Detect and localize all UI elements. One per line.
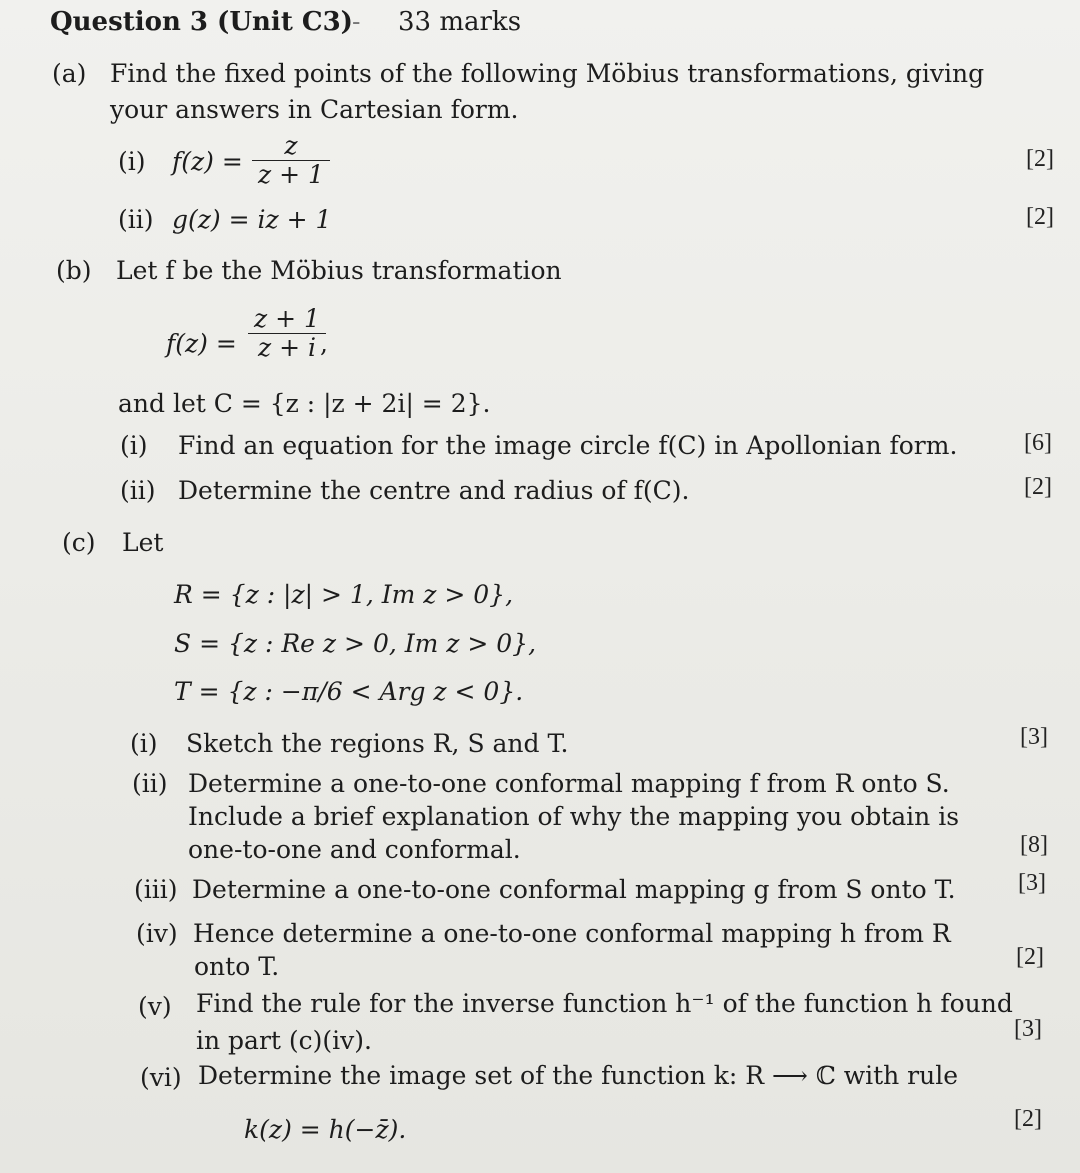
part-c-v-label: (v) [138,992,172,1021]
fraction [252,132,330,188]
part-c-vi-mark: [2] [1014,1106,1042,1132]
part-b-i-label: (i) [120,431,148,460]
part-a-ii-expr: g(z) = iz + 1 [172,205,332,234]
part-c-v-text-line1: Find the rule for the inverse function h⁻¹ of the function h found [196,989,1013,1018]
part-a-i-label: (i) [118,147,146,176]
fraction-numerator: z + 1 [248,305,326,334]
part-c-vi-expr: k(z) = h(−z̄). [244,1115,407,1144]
part-a-ii-label: (ii) [118,205,154,234]
region-R-definition: R = {z : |z| > 1, Im z > 0}, [174,580,514,609]
question-title: Question 3 (Unit C3) [50,7,353,37]
part-a-i-fraction [252,132,330,188]
part-c-iv-mark: [2] [1016,944,1044,970]
fraction [248,305,326,361]
part-a-text-line1: Find the fixed points of the following Möbius transformations, giving [110,59,985,88]
part-b-label: (b) [56,256,92,285]
part-a-i-mark: [2] [1026,146,1054,172]
fraction-numerator: z [252,132,330,161]
part-b-ii-text: Determine the centre and radius of f(C). [178,476,690,505]
part-c-iv-text-line1: Hence determine a one-to-one conformal mapping h from R [193,919,951,948]
part-b-fraction [248,305,326,361]
part-c-ii-text-line1: Determine a one-to-one conformal mapping f from R onto S. [188,769,950,798]
title-dash: - [352,7,361,36]
region-T-definition: T = {z : −π/6 < Arg z < 0}. [174,677,524,706]
part-b-ii-mark: [2] [1024,474,1052,500]
part-c-ii-text-line3: one-to-one and conformal. [188,835,521,864]
part-c-vi-label: (vi) [140,1063,182,1092]
part-a-ii-mark: [2] [1026,204,1054,230]
part-c-ii-mark: [8] [1020,832,1048,858]
part-c-iv-text-line2: onto T. [194,952,280,981]
part-c-iii-text: Determine a one-to-one conformal mapping g from S onto T. [192,875,956,904]
part-b-i-mark: [6] [1024,430,1052,456]
part-c-ii-text-line2: Include a brief explanation of why the mapping you obtain is [188,802,960,831]
part-b-i-text: Find an equation for the image circle f(C) in Apollonian form. [178,431,958,460]
part-c-iii-mark: [3] [1018,870,1046,896]
part-c-vi-text: Determine the image set of the function k: R ⟶ ℂ with rule [198,1061,959,1090]
part-c-iv-label: (iv) [136,919,178,948]
part-b-ii-label: (ii) [120,476,156,505]
part-c-v-mark: [3] [1014,1016,1042,1042]
region-S-definition: S = {z : Re z > 0, Im z > 0}, [174,629,537,658]
part-c-ii-label: (ii) [132,769,168,798]
part-c-label: (c) [62,528,96,557]
part-c-v-text-line2: in part (c)(iv). [196,1026,372,1055]
part-c-i-mark: [3] [1020,724,1048,750]
part-b-comma: , [320,329,328,358]
part-b-text-line2: and let C = {z : |z + 2i| = 2}. [118,389,491,418]
part-c-i-text: Sketch the regions R, S and T. [186,729,569,758]
fraction-denominator: z + 1 [258,159,324,189]
question-marks: 33 marks [398,7,522,37]
part-b-text-line1: Let f be the Möbius transformation [116,256,562,285]
part-a-i-lhs: f(z) = [172,147,243,176]
part-a-label: (a) [52,59,87,88]
part-a-text-line2: your answers in Cartesian form. [110,95,519,124]
part-c-i-label: (i) [130,729,158,758]
part-c-let: Let [122,528,164,557]
part-b-lhs: f(z) = [166,329,237,358]
part-c-iii-label: (iii) [134,875,178,904]
fraction-denominator: z + i [257,332,316,362]
